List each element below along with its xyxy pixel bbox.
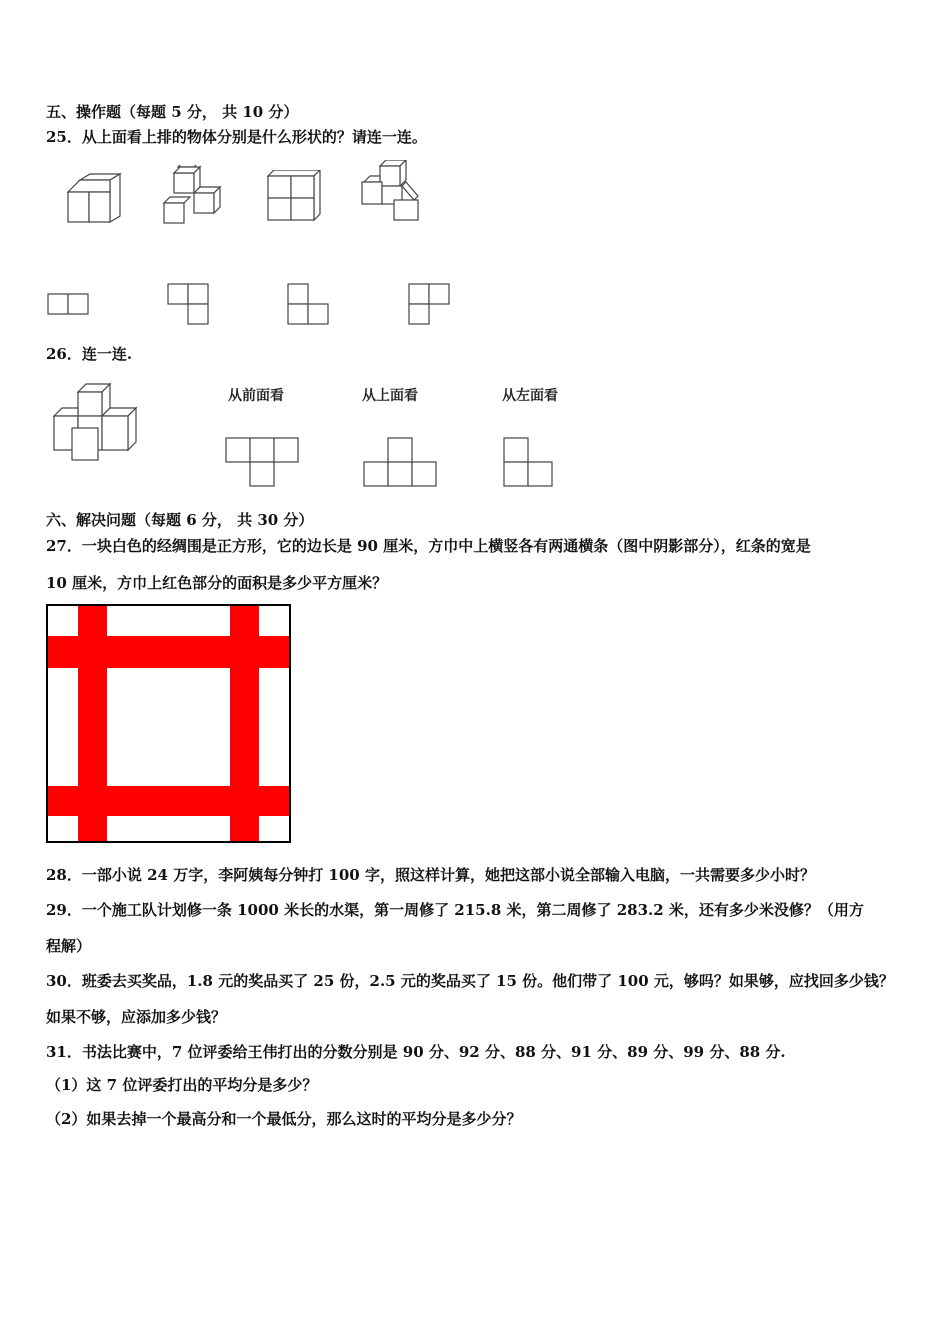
question-27-line2: 10 厘米，方巾上红色部分的面积是多少平方厘米？	[46, 574, 388, 592]
front-view-label: 从前面看	[228, 388, 284, 404]
cube-figure-3	[264, 170, 324, 226]
question-30-line1: 30．班委去买奖品，1.8 元的奖品买了 25 份，2.5 元的奖品买了 15 份。他们带了 100 元，够吗？如果够，应找回多少钱？	[46, 972, 894, 990]
vertical-stripe-right	[230, 605, 259, 842]
top-view-shape-c	[284, 282, 332, 328]
cube-figure-1	[62, 172, 126, 224]
cube-stack-figure	[46, 382, 146, 464]
section-five-heading: 五、操作题（每题 5 分， 共 10 分）	[46, 103, 299, 121]
vertical-stripe-left	[78, 605, 107, 842]
cube-figure-2	[160, 165, 226, 227]
top-view-shape-a	[46, 292, 92, 318]
front-view-shape	[222, 436, 304, 488]
question-31-part2: （2）如果去掉一个最高分和一个最低分，那么这时的平均分是多少分？	[46, 1110, 522, 1128]
question-29-line1: 29．一个施工队计划修一条 1000 米长的水渠，第一周修了 215.8 米，第二周修了 283.2 米，还有多少米没修？（用方	[46, 901, 864, 919]
left-view-label: 从左面看	[502, 388, 558, 404]
question-25: 25．从上面看上排的物体分别是什么形状的？请连一连。	[46, 128, 427, 146]
question-31-part1: （1）这 7 位评委打出的平均分是多少？	[46, 1076, 318, 1094]
question-27-line1: 27．一块白色的经绸围是正方形，它的边长是 90 厘米，方巾中上横竖各有两通横条（图中阴影部分），红条的宽是	[46, 537, 811, 555]
question-30-line2: 如果不够，应添加多少钱？	[46, 1008, 227, 1026]
top-view-shape-d	[405, 282, 453, 328]
section-six-heading: 六、解决问题（每题 6 分， 共 30 分）	[46, 511, 314, 529]
cube-figure-4	[358, 160, 424, 224]
question-31: 31．书法比赛中，7 位评委给王伟打出的分数分别是 90 分、92 分、88 分、91 分、89 分、99 分、88 分.	[46, 1043, 786, 1061]
handkerchief-figure	[46, 604, 292, 844]
top-view-answer-shape	[360, 436, 442, 488]
question-26: 26．连一连.	[46, 345, 133, 363]
top-view-label: 从上面看	[362, 388, 418, 404]
question-29-line2: 程解）	[46, 937, 92, 955]
top-view-shape-b	[164, 282, 212, 328]
left-view-shape	[500, 436, 556, 488]
question-28: 28．一部小说 24 万字，李阿姨每分钟打 100 字，照这样计算，她把这部小说全部输入电脑，一共需要多少小时？	[46, 866, 815, 884]
